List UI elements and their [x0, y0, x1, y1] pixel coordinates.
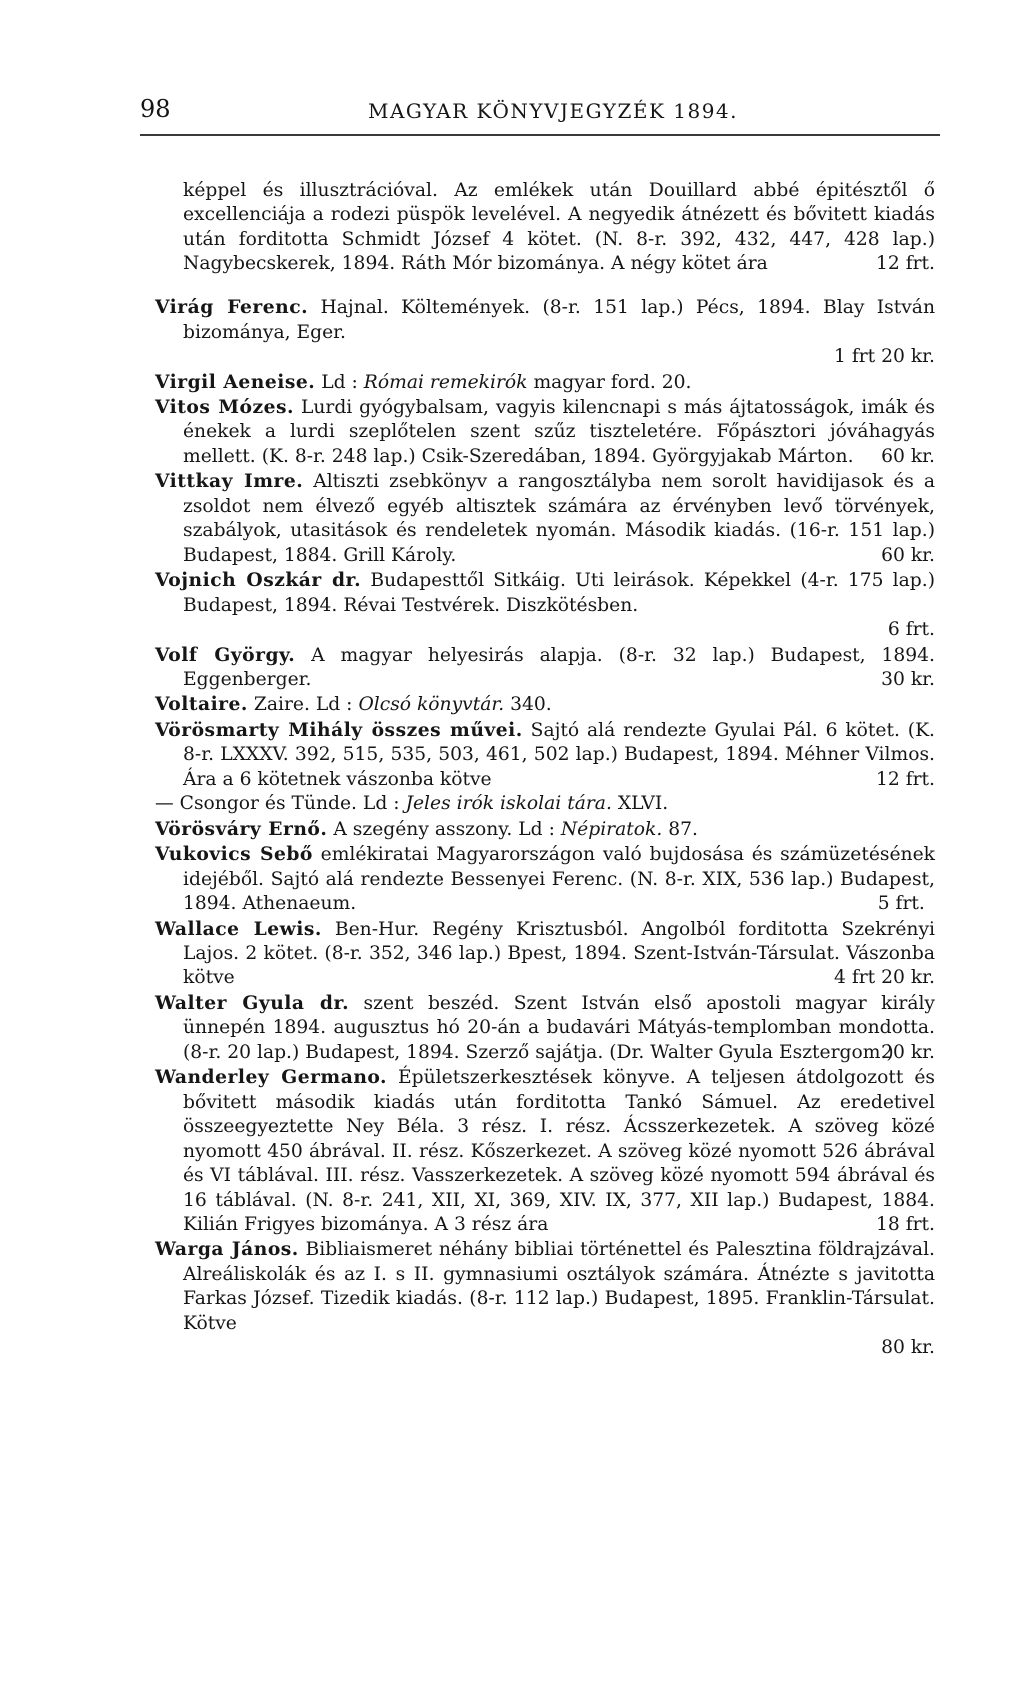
entry-author: Volf György. [155, 643, 296, 666]
entry-price: 20 kr. [881, 1041, 935, 1063]
entry-series-number: 340. [510, 694, 552, 716]
entry-price: 80 kr. [881, 1337, 935, 1359]
entry-text: szent beszéd. Szent István első apostoli magyar király ünnepén 1894. augusztus hó 20-án a budavári Mátyás-templomban mondotta. (8-r. 20 lap.) Budapest, 1894. Szerző sajátja. (Dr. Walter Gyula Esztergom.) [183, 992, 935, 1063]
entry-text: Épületszerkesztések könyve. A teljesen átdolgozott és bővitett második kiadás után forditotta Tankó Sámuel. Az eredetivel összeegyeztette Ney Béla. 3 rész. I. rész. Ácsszerkezetek. A szöveg közé nyomott 450 ábrával. II. rész. Kőszerkezet. A szöveg közé nyomott 526 ábrával és VI táblával. III. rész. Vasszerkezetek. A szöveg közé nyomott 594 ábrával és 16 táblával. (N. 8-r. 241, XII, XI, 369, XIV. IX, 377, XII lap.) Budapest, 1884. Kilián Frigyes bizománya. A 3 rész ára [183, 1067, 935, 1235]
entry-text: képpel és illusztrációval. Az emlékek után Douillard abbé épitésztől ő excellenciája a rodezi püspök levelével. A negyedik átnézett és bővitett kiadás után forditotta Schmidt József 4 kötet. (N. 8-r. 392, 432, 447, 428 lap.) Nagybecskerek, 1894. Ráth Mór bizománya. A négy kötet ára [183, 179, 935, 275]
entry-text: A szegény asszony. Ld : [333, 818, 555, 840]
entry-author: Voltaire. [155, 693, 248, 716]
entry-list [155, 160, 935, 1361]
entry-author: Vitos Mózes. [155, 396, 295, 418]
entry-text: Ben-Hur. Regény Krisztusból. Angolból forditotta Szekrényi Lajos. 2 kötet. (8-r. 352, 346 lap.) Bpest, 1894. Szent-István-Társulat. Vászonba kötve [183, 918, 936, 989]
entry-author: Wallace Lewis. [155, 917, 322, 940]
entry-series-number: 87. [668, 818, 698, 840]
entry-price: 60 kr. [881, 445, 935, 467]
entry-text: Altiszti zsebkönyv a rangosztályba nem sorolt havidijasok és a zsoldot nem élvező egyéb altisztek számára az érvényben levő törvények, szabályok, utasitások és rendeletek nyomán. Második kiadás. (16-r. 151 lap.) Budapest, 1884. Grill Károly. [183, 471, 935, 566]
entry-author: Virág Ferenc. [155, 296, 309, 319]
catalog-entry [155, 817, 935, 842]
entry-price: 18 frt. [875, 1213, 935, 1235]
entry-text: Bibliaismeret néhány bibliai történettel és Palesztina földrajzával. Alreáliskolák és az I. s II. gymnasiumi osztályok számára. Átnézte s javitotta Farkas József. Tizedik kiadás. (8-r. 112 lap.) Budapest, 1895. Franklin-Társulat. Kötve [183, 1239, 935, 1334]
catalog-entry [155, 395, 935, 469]
entry-text: Hajnal. Költemények. (8-r. 151 lap.) Pécs, 1894. Blay István bizománya, Eger. [183, 297, 935, 343]
entry-author: Warga János. [155, 1238, 299, 1261]
entry-series: Olcsó könyvtár. [358, 694, 505, 716]
catalog-entry [155, 568, 935, 642]
catalog-entry [155, 643, 935, 693]
entry-text: A magyar helyesirás alapja. (8-r. 32 lap.) Budapest, 1894. Eggenberger. [183, 644, 935, 690]
entry-text: emlékiratai Magyarországon való bujdosása és számüzetésének idejéből. Sajtó alá rendezte Bessenyei Ferenc. (N. 8-r. XIX, 536 lap.) Budapest, 1894. Athenaeum. [183, 844, 935, 915]
entry-author: Walter Gyula dr. [155, 991, 350, 1014]
entry-author: Wanderley Germano. [155, 1066, 388, 1089]
catalog-entry [155, 370, 935, 395]
entry-series: Jeles irók iskolai tára. [405, 793, 612, 815]
entry-price: 1 frt 20 kr. [834, 346, 935, 368]
catalog-entry [155, 469, 935, 568]
entry-text: Budapesttől Sitkáig. Uti leirások. Képekkel (4-r. 175 lap.) Budapest, 1894. Révai Testvérek. Diszkötésben. [183, 570, 935, 616]
entry-series: Népiratok. [560, 818, 663, 840]
entry-price: 60 kr. [881, 544, 935, 566]
entry-author: Vukovics Sebő [155, 843, 313, 866]
entry-text: Sajtó alá rendezte Gyulai Pál. 6 kötet. (K. 8-r. LXXXV. 392, 515, 535, 503, 461, 502 lap.) Budapest, 1894. Méhner Vilmos. Ára a 6 kötetnek vászonba kötve [183, 719, 935, 790]
catalog-entry [155, 991, 935, 1065]
entry-price: 12 frt. [875, 768, 935, 790]
entry-price: 5 frt. [877, 893, 925, 915]
catalog-entry [155, 692, 935, 717]
entry-author: Vörösmarty Mihály összes művei. [155, 718, 523, 741]
entry-price: 30 kr. [881, 668, 935, 690]
entry-price: 4 frt 20 kr. [834, 967, 935, 989]
entry-text: Ld : [321, 371, 358, 393]
continued-entry [155, 179, 935, 277]
catalog-entry [155, 1237, 935, 1360]
entry-author: Vojnich Oszkár dr. [155, 569, 362, 592]
entry-price: 12 frt. [875, 253, 935, 275]
entry-dash: — [155, 793, 174, 815]
catalog-entry [155, 718, 935, 792]
catalog-entry [155, 295, 935, 369]
header-rule [140, 134, 940, 136]
entry-author: Virgil Aeneise. [155, 370, 316, 393]
entry-series-number: magyar ford. 20. [533, 371, 692, 393]
catalog-entry [155, 842, 935, 916]
running-title: MAGYAR KÖNYVJEGYZÉK 1894. [368, 99, 738, 123]
catalog-entry [155, 917, 935, 991]
entry-series-number: XLVI. [617, 793, 669, 815]
entry-author: Vittkay Imre. [155, 470, 304, 493]
entry-text: Zaire. Ld : [253, 694, 353, 716]
catalog-entry [155, 1065, 935, 1237]
entry-series: Római remekirók [363, 371, 528, 393]
entry-author: Vörösváry Ernő. [155, 817, 328, 840]
entry-price: 6 frt. [887, 619, 935, 641]
entry-text: Csongor és Tünde. Ld : [179, 793, 400, 815]
catalog-entry [155, 792, 935, 816]
entry-text: Lurdi gyógybalsam, vagyis kilencnapi s más ájtatosságok, imák és énekek a lurdi szeplőtelen szent szűz tiszteletére. Főpásztori jóváhagyás mellett. (K. 8-r. 248 lap.) Csik-Szeredában, 1894. Györgyjakab Márton. [183, 397, 935, 467]
page-number: 98 [140, 95, 171, 123]
